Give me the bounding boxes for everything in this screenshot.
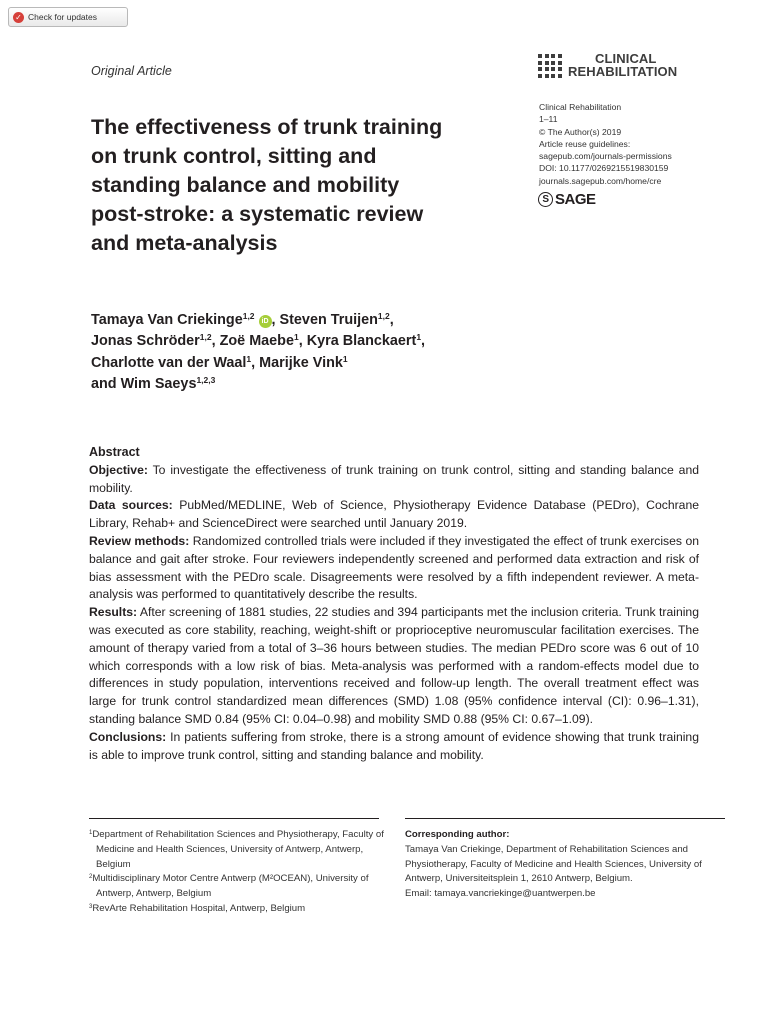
author-affiliation-marker: 1 — [293, 332, 299, 343]
section-text: To investigate the effectiveness of trunk training on trunk control, sitting and standing balance and mobility. — [89, 462, 699, 495]
orcid-icon[interactable]: iD — [259, 315, 272, 328]
section-text: In patients suffering from stroke, there is a strong amount of evidence showing that trunk training is able to improve trunk control, sitting and standing balance and mobility. — [89, 729, 699, 762]
affiliation-marker: 1 — [89, 830, 93, 836]
article-title — [91, 113, 521, 258]
publisher-name: SAGE — [555, 191, 596, 208]
author-name: Tamaya Van Criekinge — [91, 312, 243, 328]
journal-meta — [539, 101, 672, 187]
author-list — [91, 310, 511, 395]
copyright: © The Author(s) 2019 — [539, 126, 622, 137]
author-name: , Kyra Blanckaert — [298, 333, 417, 350]
author-affiliation-marker: 1 — [246, 353, 252, 364]
section-label: Review methods: — [89, 533, 190, 548]
check-for-updates-button[interactable] — [8, 7, 128, 27]
affiliations — [89, 828, 389, 917]
author-name: , Zoë Maebe — [211, 333, 294, 350]
corresponding-author-text: Tamaya Van Criekinge, Department of Rehabilitation Sciences and Physiotherapy, Faculty of Medicine and Health Sciences, University of Antwerp, Universiteitsplein 1, 2610 Antwerp, Belgium. — [405, 843, 702, 885]
affiliation-item — [89, 828, 389, 872]
author-affiliation-marker: 1,2 — [377, 311, 390, 321]
corresponding-author — [405, 828, 725, 902]
abstract-section-results — [89, 604, 699, 729]
section-label: Data sources: — [89, 498, 173, 513]
article-type: Original Article — [91, 64, 172, 78]
affiliation-text: RevArte Rehabilitation Hospital, Antwerp, Belgium — [92, 902, 306, 914]
author-separator: , — [389, 312, 394, 328]
affiliation-item — [89, 902, 389, 917]
abstract-section-review-methods — [89, 533, 699, 604]
corresponding-author-email[interactable]: Email: tamaya.vancriekinge@uantwerpen.be — [405, 888, 596, 900]
abstract-section-objective — [89, 462, 699, 498]
journal-name: Clinical Rehabilitation — [539, 102, 622, 112]
author-name: Charlotte van der Waal — [91, 354, 247, 371]
abstract — [89, 444, 699, 764]
author-affiliation-marker: 1,2 — [199, 332, 212, 343]
affiliation-item — [89, 872, 389, 902]
journal-home-link[interactable]: journals.sagepub.com/home/cre — [539, 175, 662, 186]
section-label: Conclusions: — [89, 729, 167, 744]
check-for-updates-icon: ✓ — [13, 12, 24, 23]
author-affiliation-marker: 1,2 — [242, 311, 255, 321]
footnote-divider — [89, 818, 379, 819]
section-label: Results: — [89, 605, 138, 620]
title-line: and meta-analysis — [91, 231, 278, 255]
sage-logo — [538, 191, 596, 208]
author-affiliation-marker: 1 — [342, 353, 348, 364]
section-label: Objective: — [89, 462, 148, 477]
affiliation-text: Department of Rehabilitation Sciences and Physiotherapy, Faculty of Medicine and Health Sciences, University of Antwerp, Antwerp, Belgium — [92, 829, 384, 870]
title-line: post-stroke: a systematic review — [91, 202, 424, 226]
journal-logo — [538, 52, 708, 82]
affiliation-text: Multidisciplinary Motor Centre Antwerp (M²OCEAN), University of Antwerp, Antwerp, Belgium — [92, 873, 369, 900]
page-range: 1–11 — [539, 114, 558, 125]
author-name: , Marijke Vink — [251, 354, 343, 371]
affiliation-marker: 3 — [89, 903, 93, 910]
title-line: on trunk control, sitting and — [91, 144, 377, 168]
sage-s-icon: S — [538, 192, 553, 207]
reuse-guidelines-label: Article reuse guidelines: — [539, 138, 631, 149]
corresponding-author-label: Corresponding author: — [405, 829, 510, 840]
author-affiliation-marker: 1,2,3 — [196, 374, 216, 385]
author-name: and Wim Saeys — [91, 375, 197, 392]
section-text: PubMed/MEDLINE, Web of Science, Physiotherapy Evidence Database (PEDro), Cochrane Library, Rehab+ and ScienceDirect were searched until January 2019. — [89, 498, 699, 531]
title-line: standing balance and mobility — [91, 173, 400, 197]
permissions-link[interactable]: sagepub.com/journals-permissions — [539, 151, 672, 162]
journal-logo-line1: CLINICAL — [595, 51, 657, 66]
abstract-section-conclusions — [89, 729, 699, 765]
author-name: Jonas Schröder — [91, 333, 200, 350]
abstract-section-data-sources — [89, 497, 699, 533]
author-name: , Steven Truijen — [271, 312, 378, 328]
author-affiliation-marker: 1 — [416, 332, 422, 343]
grid-dots-icon — [538, 54, 562, 78]
journal-logo-line2: REHABILITATION — [568, 64, 678, 79]
section-text: Randomized controlled trials were included if they investigated the effect of trunk exercises on balance and gait after stroke. Four reviewers independently screened and performed data extraction and risk of bias assessment with the PEDro scale. Disagreements were resolved by a fifth independent reviewer. A meta-analysis was performed to quantitatively describe the results. — [89, 533, 700, 602]
author-separator: , — [421, 333, 426, 350]
check-for-updates-label: Check for updates — [28, 12, 97, 22]
title-line: The effectiveness of trunk training — [91, 115, 443, 139]
affiliation-marker: 2 — [89, 874, 93, 881]
section-text: After screening of 1881 studies, 22 studies and 394 participants met the inclusion criteria. Trunk training was executed as core stability, reaching, weight-shift or proprioceptive neuromuscular facilitation exercises. The amount of therapy varied from a total of 3–36 hours between studies. The median PEDro score was 6 out of 10 which corresponds with a low risk of bias. Meta-analysis was performed with a random-effects model due to differences in study population, interventions received and follow-up length. The overall treatment effect was large for trunk control standardized mean differences (SMD) 1.08 (95% confidence interval (CI): 0.96–1.31), standing balance SMD 0.84 (95% CI: 0.04–0.98) and mobility SMD 0.88 (95% CI: 0.67–1.09). — [89, 605, 699, 726]
footnote-divider — [405, 818, 725, 819]
abstract-heading: Abstract — [89, 445, 140, 459]
doi[interactable]: DOI: 10.1177/0269215519830159 — [539, 163, 669, 174]
